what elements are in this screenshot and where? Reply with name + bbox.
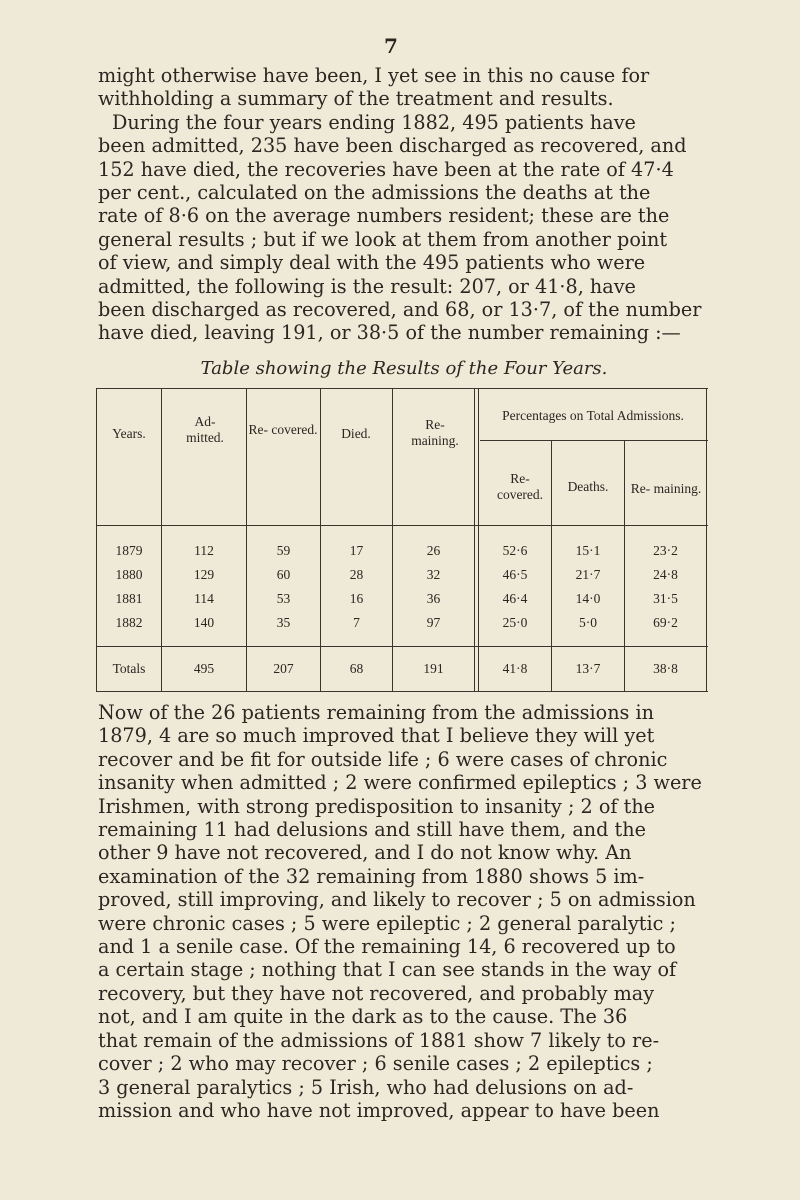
cell-recovered: 59 [276,543,291,558]
header-pct-deaths: Deaths. [567,479,609,494]
text-line: Now of the 26 patients remaining from the admissions in [98,701,654,724]
table-rule [392,388,393,692]
text-line: that remain of the admissions of 1881 show 7 likely to re- [98,1028,660,1052]
header-admitted: Ad- mitted. [186,414,224,445]
table-rule [320,388,321,692]
cell-remaining: 97 [426,615,441,630]
text-line: been admitted, 235 have been discharged as recovered, and [98,134,687,158]
page-number: 7 [384,34,398,58]
table-rule [96,646,708,647]
table-rule [96,388,708,389]
text-line: recovery, but they have not recovered, and probably may [98,981,655,1005]
cell-remaining: 36 [426,591,441,606]
totals-pct-recovered: 41·8 [502,661,528,676]
totals-admitted: 495 [193,661,215,676]
cell-pct-remaining: 24·8 [653,567,678,582]
cell-year: 1882 [115,615,143,630]
cell-admitted: 112 [194,543,214,558]
text-line: remaining 11 had delusions and still have them, and the [98,818,646,842]
text-line: insanity when admitted ; 2 were confirmed epileptics ; 3 were [98,771,702,795]
table-rule [96,525,708,526]
text-line: might otherwise have been, I yet see in this no cause for [98,64,650,87]
cell-died: 16 [349,591,364,606]
cell-recovered: 60 [276,567,291,582]
header-years: Years. [112,426,146,441]
cell-died: 7 [353,615,360,630]
cell-pct-deaths: 15·1 [575,543,601,558]
text-line: proved, still improving, and likely to recover ; 5 on admission [98,888,696,912]
table-rule [478,388,479,692]
table-rule [96,388,97,692]
text-line: withholding a summary of the treatment and results. [98,87,614,111]
cell-pct-recovered: 52·6 [502,543,528,558]
text-line: other 9 have not recovered, and I do not know why. An [98,841,632,865]
text-line: Irishmen, with strong predisposition to insanity ; 2 of the [98,794,656,818]
table-rule [706,388,707,692]
totals-pct-remaining: 38·8 [653,661,678,676]
table-caption: Table showing the Results of the Four Years. [200,358,608,379]
text-line: have died, leaving 191, or 38·5 of the number remaining :— [98,321,681,345]
cell-died: 17 [349,543,364,558]
text-line: general results ; but if we look at them from another point [98,227,668,251]
totals-recovered: 207 [273,661,294,676]
text-line: and 1 a senile case. Of the remaining 14, 6 recovered up to [98,935,676,959]
header-remaining: Re- maining. [411,417,459,448]
text-line: were chronic cases ; 5 were epileptic ; 2 general paralytic ; [98,911,676,935]
text-line: 3 general paralytics ; 5 Irish, who had delusions on ad- [98,1075,634,1099]
cell-admitted: 140 [193,615,215,630]
cell-recovered: 53 [276,591,291,606]
cell-pct-remaining: 23·2 [653,543,678,558]
cell-remaining: 32 [426,567,441,582]
text-line: a certain stage ; nothing that I can see stands in the way of [98,958,677,982]
header-recovered: Re- covered. [248,422,318,437]
closing-paragraph [98,701,710,1122]
totals-remaining: 191 [423,661,444,676]
cell-pct-remaining: 31·5 [653,591,678,606]
cell-year: 1879 [115,543,143,558]
results-table [96,388,708,694]
cell-pct-remaining: 69·2 [653,615,678,630]
text-line: cover ; 2 who may recover ; 6 senile cases ; 2 epileptics ; [98,1052,653,1076]
text-line: rate of 8·6 on the average numbers resident; these are the [98,204,670,228]
intro-paragraph [98,64,710,345]
cell-pct-recovered: 25·0 [502,615,528,630]
text-line: 152 have died, the recoveries have been at the rate of 47·4 [98,157,674,181]
text-line: During the four years ending 1882, 495 patients have [112,110,636,134]
text-line: examination of the 32 remaining from 1880 shows 5 im- [98,864,645,888]
cell-died: 28 [349,567,364,582]
totals-label: Totals [112,661,146,676]
cell-year: 1881 [115,591,143,606]
text-line: per cent., calculated on the admissions the deaths at the [98,181,651,205]
cell-remaining: 26 [426,543,441,558]
totals-pct-deaths: 13·7 [575,661,601,676]
cell-pct-recovered: 46·4 [502,591,528,606]
text-line: not, and I am quite in the dark as to the cause. The 36 [98,1005,628,1029]
table-rule [480,440,708,441]
header-died: Died. [341,426,371,441]
cell-year: 1880 [115,567,143,582]
cell-admitted: 114 [194,591,214,606]
text-line: of view, and simply deal with the 495 patients who were [98,251,646,275]
table-rule [474,388,475,692]
header-pct-recovered: Re- covered. [496,471,544,502]
cell-recovered: 35 [276,615,291,630]
table-rule [246,388,247,692]
table-rule [161,388,162,692]
cell-pct-deaths: 14·0 [575,591,601,606]
header-pct-remaining: Re- maining. [630,481,702,496]
cell-pct-recovered: 46·5 [502,567,528,582]
cell-admitted: 129 [193,567,215,582]
header-percentages: Percentages on Total Admissions. [502,408,684,423]
totals-died: 68 [349,661,364,676]
text-line: been discharged as recovered, and 68, or 13·7, of the number [98,298,702,322]
cell-pct-deaths: 5·0 [579,615,597,630]
text-line: admitted, the following is the result: 207, or 41·8, have [98,274,636,298]
text-line: mission and who have not improved, appear to have been [98,1098,660,1122]
table-rule [96,691,708,692]
text-line: 1879, 4 are so much improved that I believe they will yet [98,724,655,748]
cell-pct-deaths: 21·7 [575,567,601,582]
text-line: recover and be fit for outside life ; 6 were cases of chronic [98,747,668,771]
